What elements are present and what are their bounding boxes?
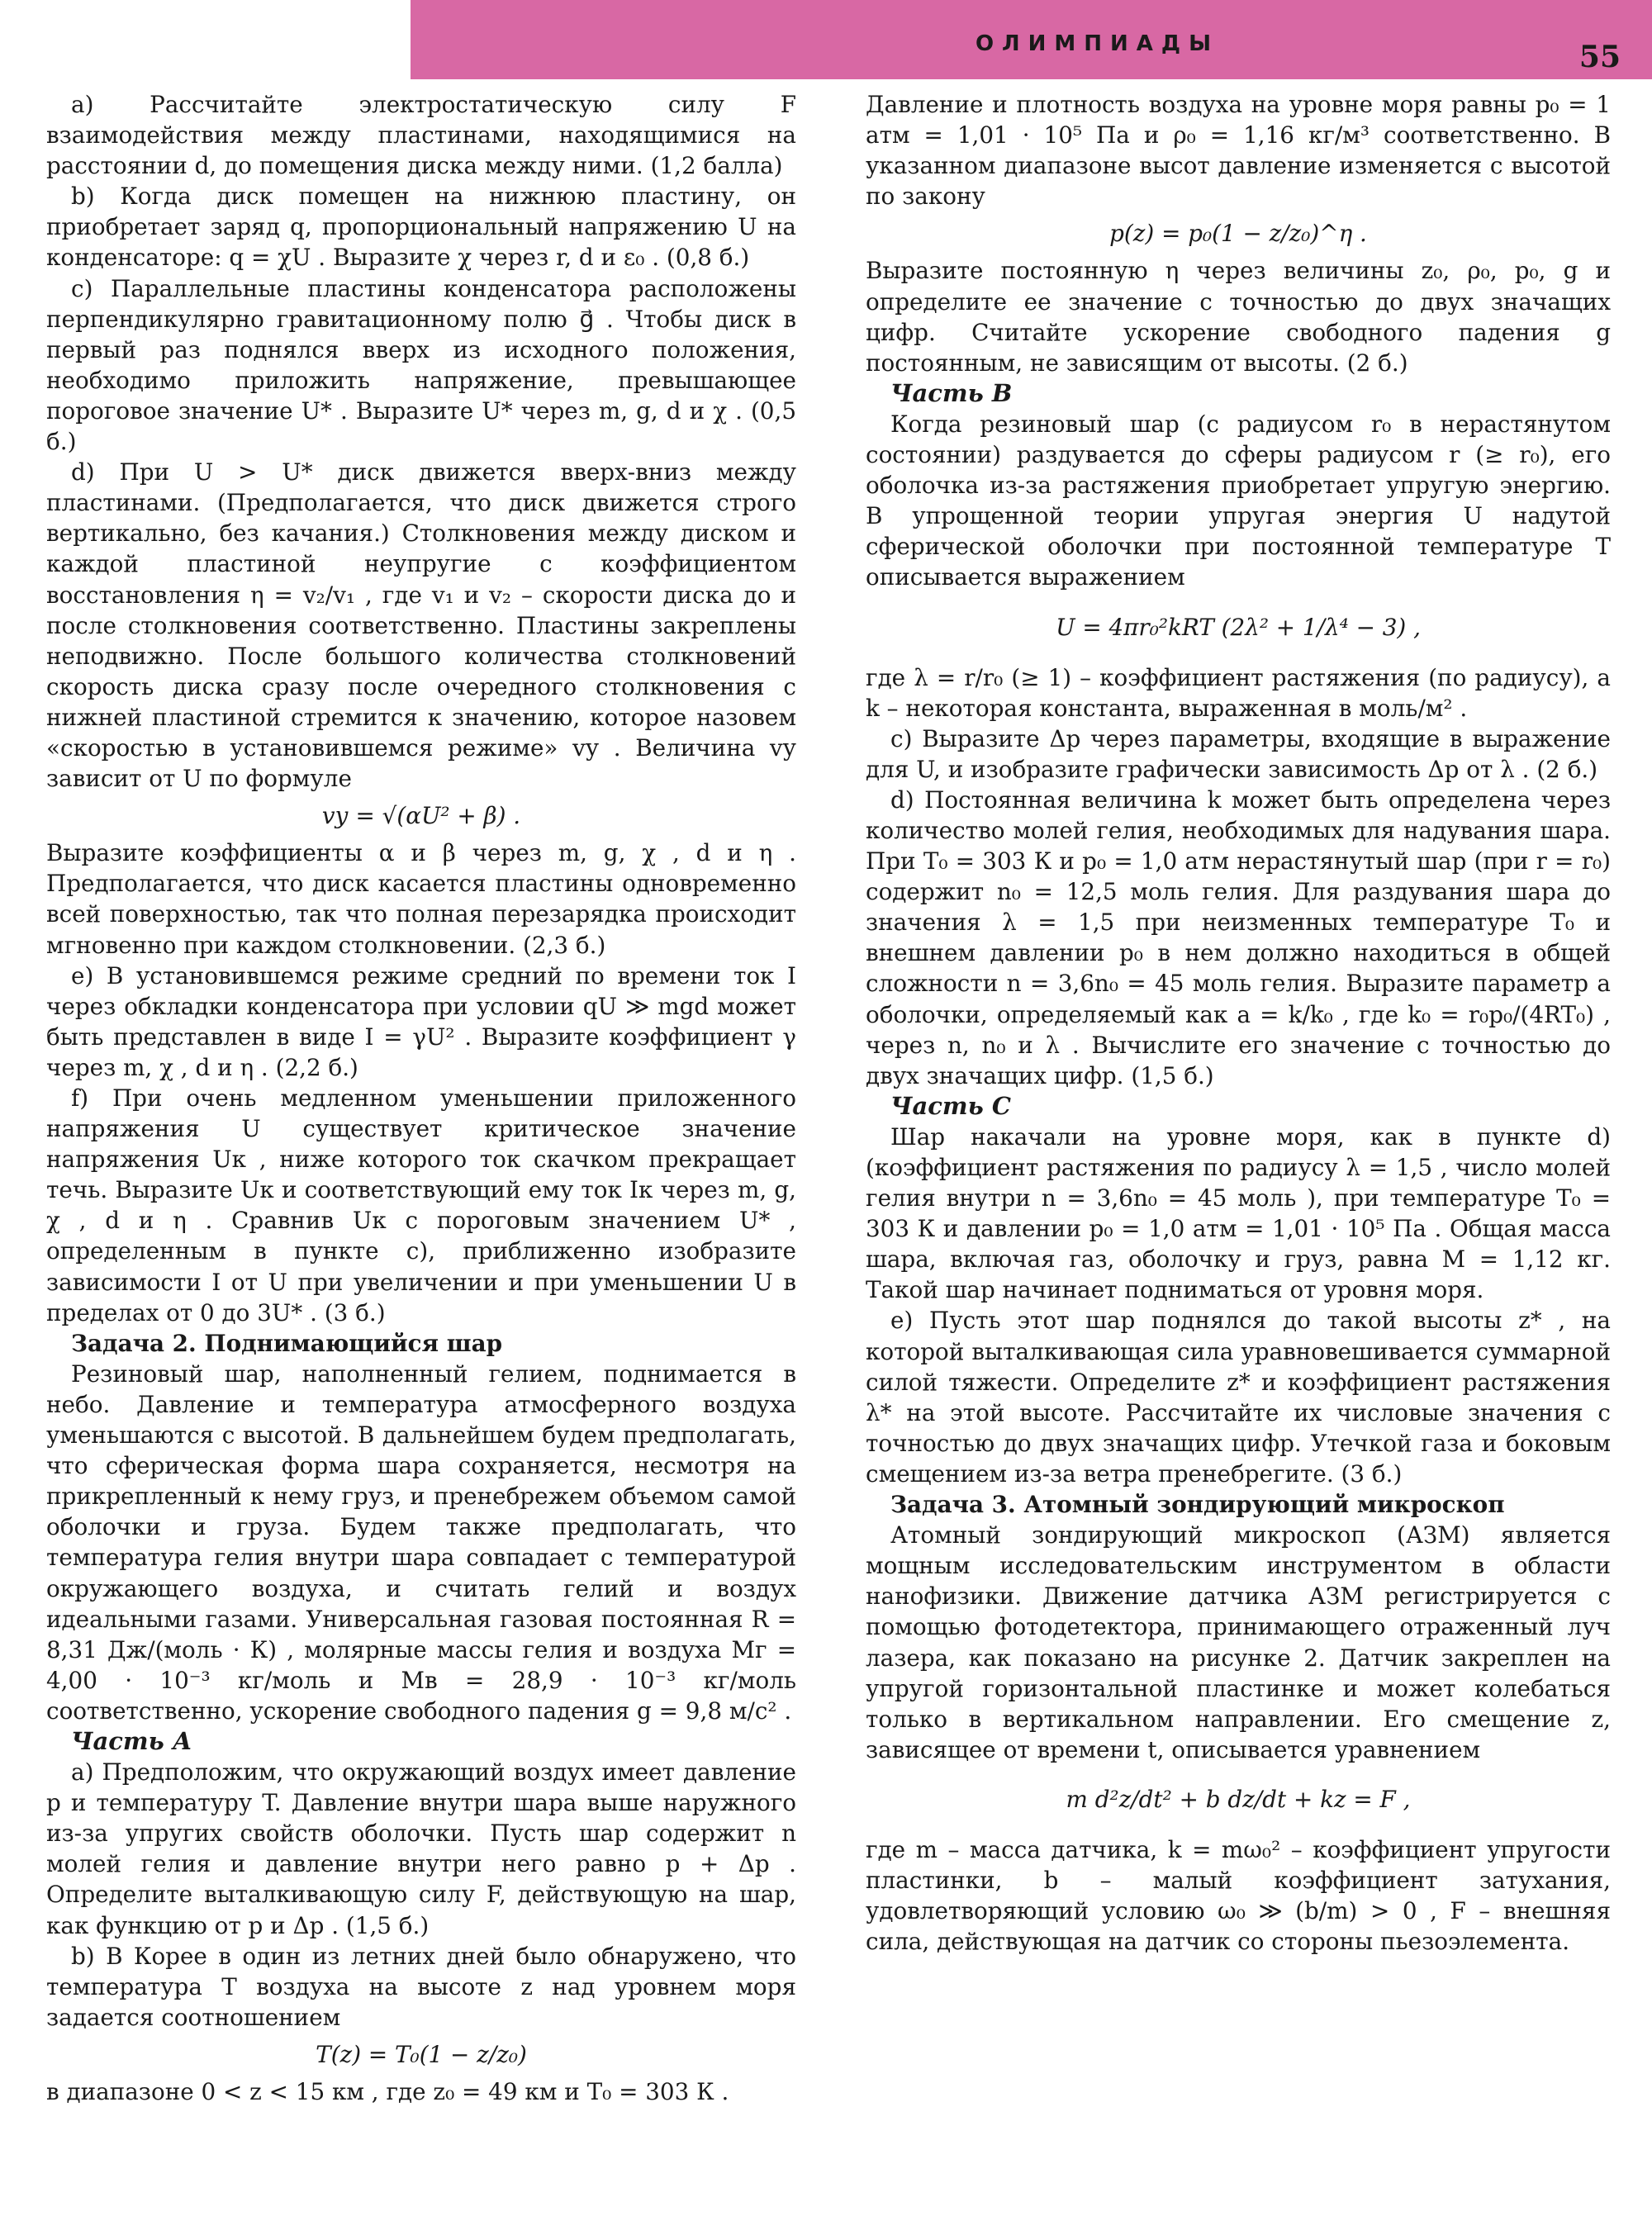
section-title: ОЛИМПИАДЫ	[975, 31, 1220, 56]
paragraph: Атомный зондирующий микроскоп (АЗМ) является мощным исследовательским инструментом в области нанофизики. Движение датчика АЗМ регистрируется с помощью фотодетектора, принимающего отраженный луч лазера, как показано на рисунке 2. Датчик закреплен на упругой горизонтальной пластинке и может колебаться только в вертикальном направлении. Его смещение z, зависящее от времени t, описывается уравнением	[866, 1521, 1611, 1763]
part-heading: Часть В	[890, 378, 1013, 407]
paragraph: f) При очень медленном уменьшении приложенного напряжения U существует критическое значение напряжения Uк , ниже которого ток скачком прекращает течь. Выразите Uк и соответствующий ему ток Iк через m, g, χ , d и η . Сравнив Uк с пороговым значением U* , определенным в пункте c), приближенно изобразите зависимости I от U при увеличении и при уменьшении U в пределах от 0 до 3U* . (3 б.)	[46, 1084, 796, 1326]
header-band	[411, 0, 1652, 79]
paragraph: в диапазоне 0 < z < 15 км , где z₀ = 49 км и T₀ = 303 К .	[46, 2078, 729, 2105]
paragraph: Когда резиновый шар (с радиусом r₀ в нерастянутом состоянии) раздувается до сферы радиусом r (≥ r₀), его оболочка из-за растяжения приобретает упругую энергию. В упрощенной теории упругая энергия U надутой сферической оболочки при постоянной температуре T описывается выражением	[866, 410, 1611, 591]
part-heading: Часть С	[890, 1091, 1011, 1120]
paragraph: где λ = r/r₀ (≥ 1) – коэффициент растяжения (по радиусу), а k – некоторая константа, выраженная в моль/м² .	[866, 663, 1611, 722]
problem-heading: Задача 2. Поднимающийся шар	[71, 1329, 503, 1357]
paragraph: d) Постоянная величина k может быть определена через количество молей гелия, необходимых для надувания шара. При T₀ = 303 К и p₀ = 1,0 атм нерастянутый шар (при r = r₀) содержит n₀ = 12,5 моль гелия. Для раздувания шара до значения λ = 1,5 при неизменных температуре T₀ и внешнем давлении p₀ в нем должно находиться в общей сложности n = 3,6n₀ = 45 моль гелия. Выразите параметр a оболочки, определяемый как a = k/k₀ , где k₀ = r₀p₀/(4RT₀) , через n, n₀ и λ . Вычислите его значение с точностью до двух значащих цифр. (1,5 б.)	[866, 785, 1611, 1089]
paragraph: c) Выразите Δp через параметры, входящие в выражение для U, и изобразите графически зависимость Δp от λ . (2 б.)	[866, 724, 1611, 783]
paragraph: d) При U > U* диск движется вверх-вниз между пластинами. (Предполагается, что диск движется строго вертикально, без качания.) Столкновения между диском и каждой пластиной неупругие с коэффициентом восстановления η = v₂/v₁ , где v₁ и v₂ – скорости диска до и после столкновения соответственно. Пластины закреплены неподвижно. После большого количества столкновений скорость диска сразу после очередного столкновения с нижней пластиной стремится к значению, которое назовем «скоростью в установившемся режиме» vу . Величина vу зависит от U по формуле	[46, 458, 796, 793]
formula: vу = √(αU² + β) .	[321, 802, 521, 830]
page-number: 55	[1578, 40, 1621, 74]
paragraph: где m – масса датчика, k = mω₀² – коэффициент упругости пластинки, b – малый коэффициент затухания, удовлетворяющий условию ω₀ ≫ (b/m) > 0 , F – внешняя сила, действующая на датчик со стороны пьезоэлемента.	[866, 1835, 1611, 1956]
paragraph: a) Рассчитайте электростатическую силу F взаимодействия между пластинами, находящимися на расстоянии d, до помещения диска между ними. (1,2 балла)	[46, 91, 796, 180]
part-heading: Часть А	[71, 1726, 192, 1755]
right-column	[866, 89, 1611, 1957]
paragraph: b) В Корее в один из летних дней было обнаружено, что температура T воздуха на высоте z над уровнем моря задается соотношением	[46, 1942, 796, 2031]
paragraph: Выразите коэффициенты α и β через m, g, χ , d и η . Предполагается, что диск касается пластины одновременно всей поверхностью, так что полная перезарядка происходит мгновенно при каждом столкновении. (2,3 б.)	[46, 839, 796, 959]
paragraph: Давление и плотность воздуха на уровне моря равны p₀ = 1 атм = 1,01 · 10⁵ Па и ρ₀ = 1,16 кг/м³ соответственно. В указанном диапазоне высот давление изменяется с высотой по закону	[866, 91, 1611, 211]
left-column	[46, 89, 796, 2107]
formula: T(z) = T₀(1 − z/z₀)	[316, 2040, 527, 2068]
paragraph: Резиновый шар, наполненный гелием, поднимается в небо. Давление и температура атмосферного воздуха уменьшаются с высотой. В дальнейшем будем предполагать, что сферическая форма шара сохраняется, несмотря на прикрепленный к нему груз, и пренебрежем объемом самой оболочки и груза. Будем также предполагать, что температура гелия внутри шара совпадает с температурой окружающего воздуха, и считать гелий и воздух идеальными газами. Универсальная газовая постоянная R = 8,31 Дж/(моль · К) , молярные массы гелия и воздуха Mг = 4,00 · 10⁻³ кг/моль и Mв = 28,9 · 10⁻³ кг/моль соответственно, ускорение свободного падения g = 9,8 м/с² .	[46, 1359, 796, 1725]
paragraph: c) Параллельные пластины конденсатора расположены перпендикулярно гравитационному полю g⃗ . Чтобы диск в первый раз поднялся вверх из исходного положения, необходимо приложить напряжение, превышающее пороговое значение U* . Выразите U* через m, g, d и χ . (0,5 б.)	[46, 274, 796, 456]
formula: m d²z/dt² + b dz/dt + kz = F ,	[1066, 1785, 1411, 1813]
paragraph: Выразите постоянную η через величины z₀, ρ₀, p₀, g и определите ее значение с точностью до двух значащих цифр. Считайте ускорение свободного падения g постоянным, не зависящим от высоты. (2 б.)	[866, 257, 1611, 377]
paragraph: e) Пусть этот шар поднялся до такой высоты z* , на которой выталкивающая сила уравновешивается суммарной силой тяжести. Определите z* и коэффициент растяжения λ* на этой высоте. Рассчитайте их числовые значения с точностью до двух значащих цифр. Утечкой газа и боковым смещением из-за ветра пренебрегите. (3 б.)	[866, 1307, 1611, 1488]
paragraph: Шар накачали на уровне моря, как в пункте d) (коэффициент растяжения по радиусу λ = 1,5 , число молей гелия внутри n = 3,6n₀ = 45 моль ), при температуре T₀ = 303 К и давлении p₀ = 1,0 атм = 1,01 · 10⁵ Па . Общая масса шара, включая газ, оболочку и груз, равна M = 1,12 кг. Такой шар начинает подниматься от уровня моря.	[866, 1122, 1611, 1304]
paragraph: b) Когда диск помещен на нижнюю пластину, он приобретает заряд q, пропорциональный напряжению U на конденсаторе: q = χU . Выразите χ через r, d и ε₀ . (0,8 б.)	[46, 183, 796, 272]
problem-heading: Задача 3. Атомный зондирующий микроскоп	[890, 1491, 1505, 1519]
formula: U = 4πr₀²kRT (2λ² + 1/λ⁴ − 3) ,	[1056, 613, 1421, 641]
paragraph: a) Предположим, что окружающий воздух имеет давление p и температуру T. Давление внутри шара выше наружного из-за упругих свойств оболочки. Пусть шар содержит n молей гелия и давление внутри него равно p + Δp . Определите выталкивающую силу F, действующую на шар, как функцию от p и Δp . (1,5 б.)	[46, 1758, 796, 1939]
paragraph: e) В установившемся режиме средний по времени ток I через обкладки конденсатора при условии qU ≫ mgd может быть представлен в виде I = γU² . Выразите коэффициент γ через m, χ , d и η . (2,2 б.)	[46, 961, 796, 1081]
formula: p(z) = p₀(1 − z/z₀)^η .	[1109, 220, 1367, 248]
